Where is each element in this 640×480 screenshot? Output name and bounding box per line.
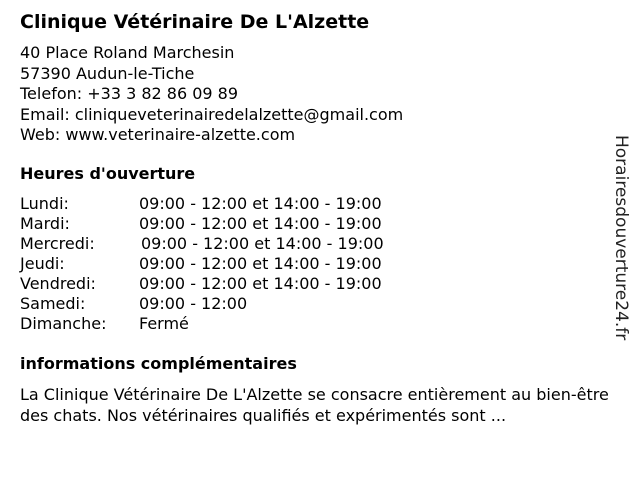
day-label: Mardi: [20, 214, 70, 233]
city-address: 57390 Audun-le-Tiche [20, 63, 195, 83]
info-description: La Clinique Vétérinaire De L'Alzette se consacre entièrement au bien-être des chats. Nos vétérinaires qualifiés et expérimentés sont ... [20, 385, 609, 425]
hours-heading: Heures d'ouverture [20, 164, 196, 183]
hours-row-jeudi [20, 254, 384, 274]
hours-row-mercredi [20, 234, 384, 254]
day-hours: 09:00 - 12:00 et 14:00 - 19:00 [139, 214, 382, 233]
hours-row-vendredi [20, 274, 384, 294]
info-heading: informations complémentaires [20, 354, 297, 373]
hours-table [20, 194, 384, 334]
hours-row-samedi [20, 294, 384, 314]
website: Web: www.veterinaire-alzette.com [20, 125, 296, 144]
day-hours: 09:00 - 12:00 et 14:00 - 19:00 [139, 194, 382, 213]
day-label: Samedi: [20, 294, 86, 313]
day-label: Mercredi: [20, 234, 95, 253]
email-address: Email: cliniqueveterinairedelalzette@gmail.com [20, 104, 404, 124]
contact-block [20, 43, 403, 146]
day-label: Dimanche: [20, 314, 107, 333]
day-label: Lundi: [20, 194, 69, 213]
day-hours: 09:00 - 12:00 [139, 294, 248, 313]
hours-row-dimanche [20, 314, 384, 334]
day-hours: 09:00 - 12:00 et 14:00 - 19:00 [139, 274, 382, 293]
day-label: Jeudi: [20, 254, 65, 273]
day-hours: Fermé [139, 314, 189, 333]
day-label: Vendredi: [20, 274, 96, 293]
street-address: 40 Place Roland Marchesin [20, 43, 235, 62]
day-hours: 09:00 - 12:00 et 14:00 - 19:00 [141, 234, 384, 253]
site-watermark: Horairesdouverture24.fr [611, 135, 631, 341]
business-name: Clinique Vétérinaire De L'Alzette [20, 11, 370, 33]
hours-row-lundi [20, 194, 384, 214]
day-hours: 09:00 - 12:00 et 14:00 - 19:00 [139, 254, 382, 273]
hours-row-mardi [20, 214, 384, 234]
phone-number: Telefon: +33 3 82 86 09 89 [20, 84, 239, 103]
